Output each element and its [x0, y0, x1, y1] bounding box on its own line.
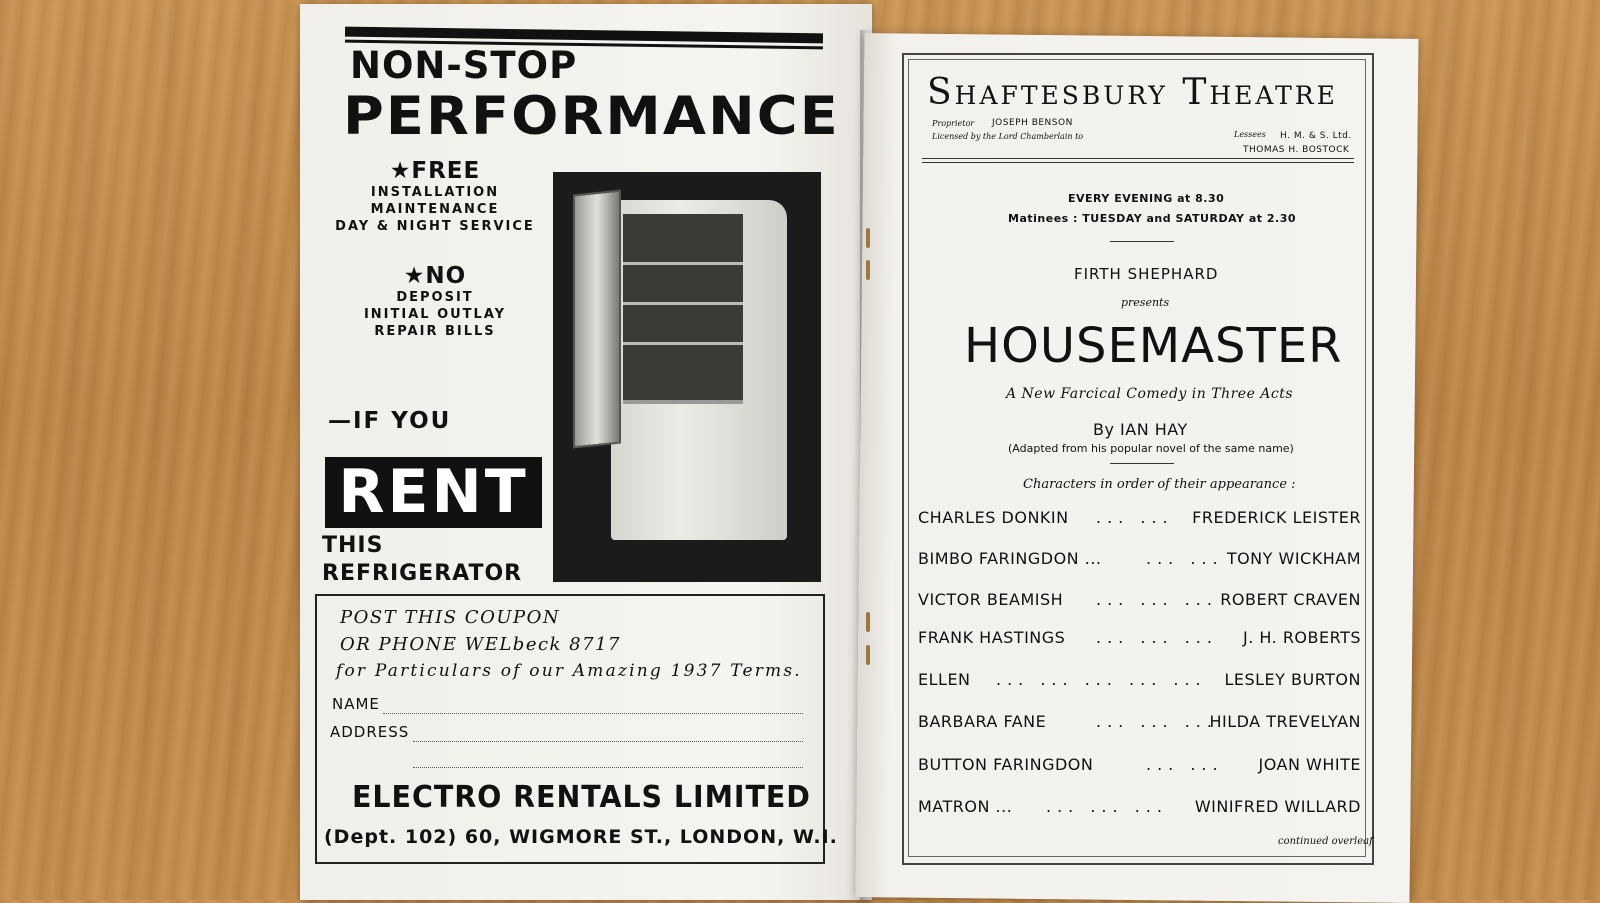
cast-actor: WINIFRED WILLARD — [1194, 797, 1361, 816]
coupon-name-label: NAME — [332, 695, 380, 713]
staple — [866, 260, 870, 280]
this-text: THIS — [322, 533, 384, 558]
coupon-line-3: for Particulars of our Amazing 1937 Terms. — [336, 661, 802, 681]
cast-leader-dots: ... ... ... — [1096, 590, 1218, 609]
presents-text: presents — [1121, 296, 1170, 309]
cast-actor: FREDERICK LEISTER — [1192, 508, 1361, 527]
continued-overleaf: continued overleaf — [1278, 836, 1373, 847]
cast-character: CHARLES DONKIN — [918, 508, 1069, 527]
adapted-note: (Adapted from his popular novel of the same name) — [1008, 442, 1294, 455]
cast-leader-dots: ... ... — [1146, 549, 1224, 568]
this-refrigerator-text — [322, 532, 522, 588]
feature-free-block — [335, 158, 535, 235]
proprietor-name: JOSEPH BENSON — [992, 118, 1073, 128]
refrigerator-door — [573, 189, 621, 448]
lessees-label: Lessees — [1234, 130, 1266, 139]
staple — [866, 228, 870, 248]
if-you-text: —IF YOU — [328, 408, 452, 434]
refrigerator-interior — [623, 214, 743, 404]
feature-free-title: ★FREE — [389, 158, 481, 184]
cast-actor: HILDA TREVELYAN — [1209, 712, 1361, 731]
cast-leader-dots: ... ... ... — [1096, 712, 1218, 731]
refrigerator-photo — [553, 172, 821, 582]
cast-leader-dots: ... ... ... — [1096, 628, 1218, 647]
feature-free-line: DAY & NIGHT SERVICE — [335, 219, 535, 234]
coupon-name-line[interactable] — [383, 712, 803, 714]
play-title: HOUSEMASTER — [964, 318, 1343, 374]
cast-character: ELLEN — [918, 670, 971, 689]
producer-name: FIRTH SHEPHARD — [1074, 265, 1219, 283]
header-rule — [922, 158, 1354, 159]
cast-leader-dots: ... ... — [1146, 755, 1224, 774]
feature-no-line: INITIAL OUTLAY — [363, 307, 507, 322]
header-rule-2 — [922, 162, 1354, 163]
ad-headline-performance: PERFORMANCE — [343, 86, 840, 147]
feature-free-line: MAINTENANCE — [370, 202, 500, 217]
coupon-address-line-2[interactable] — [413, 766, 803, 768]
ad-headline-nonstop: NON-STOP — [350, 44, 578, 87]
cast-actor: LESLEY BURTON — [1224, 670, 1361, 689]
cast-character: BUTTON FARINGDON — [918, 755, 1094, 774]
cast-actor: ROBERT CRAVEN — [1220, 590, 1361, 609]
theatre-name: Shaftesbury Theatre — [927, 72, 1338, 113]
rent-banner: RENT — [325, 457, 542, 528]
lessees-name: H. M. & S. Ltd. — [1280, 131, 1352, 141]
cast-leader-dots: ... ... — [1096, 508, 1174, 527]
coupon-line-2: OR PHONE WELbeck 8717 — [340, 634, 621, 655]
coupon-line-1: POST THIS COUPON — [340, 607, 561, 628]
cast-leader-dots: ... ... ... — [1046, 797, 1168, 816]
play-subtitle: A New Farcical Comedy in Three Acts — [1006, 386, 1294, 402]
coupon-address-line[interactable] — [413, 740, 803, 742]
company-address: (Dept. 102) 60, WIGMORE ST., LONDON, W.I. — [324, 826, 838, 848]
feature-no-title: ★NO — [403, 263, 467, 289]
company-name: ELECTRO RENTALS LIMITED — [352, 780, 811, 815]
divider — [1110, 241, 1174, 242]
refrigerator-shelf — [623, 400, 743, 404]
refrigerator-shelf — [623, 302, 743, 305]
characters-heading: Characters in order of their appearance : — [1023, 477, 1296, 492]
feature-free-line: INSTALLATION — [370, 185, 500, 200]
cast-actor: TONY WICKHAM — [1226, 549, 1361, 568]
divider — [1110, 463, 1174, 464]
refrigerator-shelf — [623, 342, 743, 345]
cast-actor: J. H. ROBERTS — [1243, 628, 1361, 647]
cast-character: BARBARA FANE — [918, 712, 1047, 731]
play-author: By IAN HAY — [1093, 420, 1188, 439]
cast-character: VICTOR BEAMISH — [918, 590, 1064, 609]
cast-character: FRANK HASTINGS — [918, 628, 1066, 647]
programme-frame-inner — [908, 59, 1366, 857]
cast-character: BIMBO FARINGDON ... — [918, 549, 1102, 568]
licensee-name: THOMAS H. BOSTOCK — [1243, 145, 1350, 155]
licensed-label: Licensed by the Lord Chamberlain to — [932, 132, 1084, 141]
feature-no-block — [335, 263, 535, 340]
refrigerator-text: REFRIGERATOR — [322, 561, 523, 586]
refrigerator-shelf — [623, 262, 743, 265]
cast-leader-dots: ... ... ... ... ... — [996, 670, 1207, 689]
staple — [866, 645, 870, 665]
proprietor-label: Proprietor — [932, 119, 975, 128]
cast-actor: JOAN WHITE — [1258, 755, 1361, 774]
cast-character: MATRON ... — [918, 797, 1013, 816]
schedule-evening: EVERY EVENING at 8.30 — [1068, 192, 1225, 205]
staple — [866, 612, 870, 632]
coupon-address-label: ADDRESS — [330, 723, 410, 741]
feature-no-line: REPAIR BILLS — [374, 324, 496, 339]
schedule-matinees: Matinees : TUESDAY and SATURDAY at 2.30 — [1008, 212, 1296, 225]
feature-no-line: DEPOSIT — [396, 290, 474, 305]
